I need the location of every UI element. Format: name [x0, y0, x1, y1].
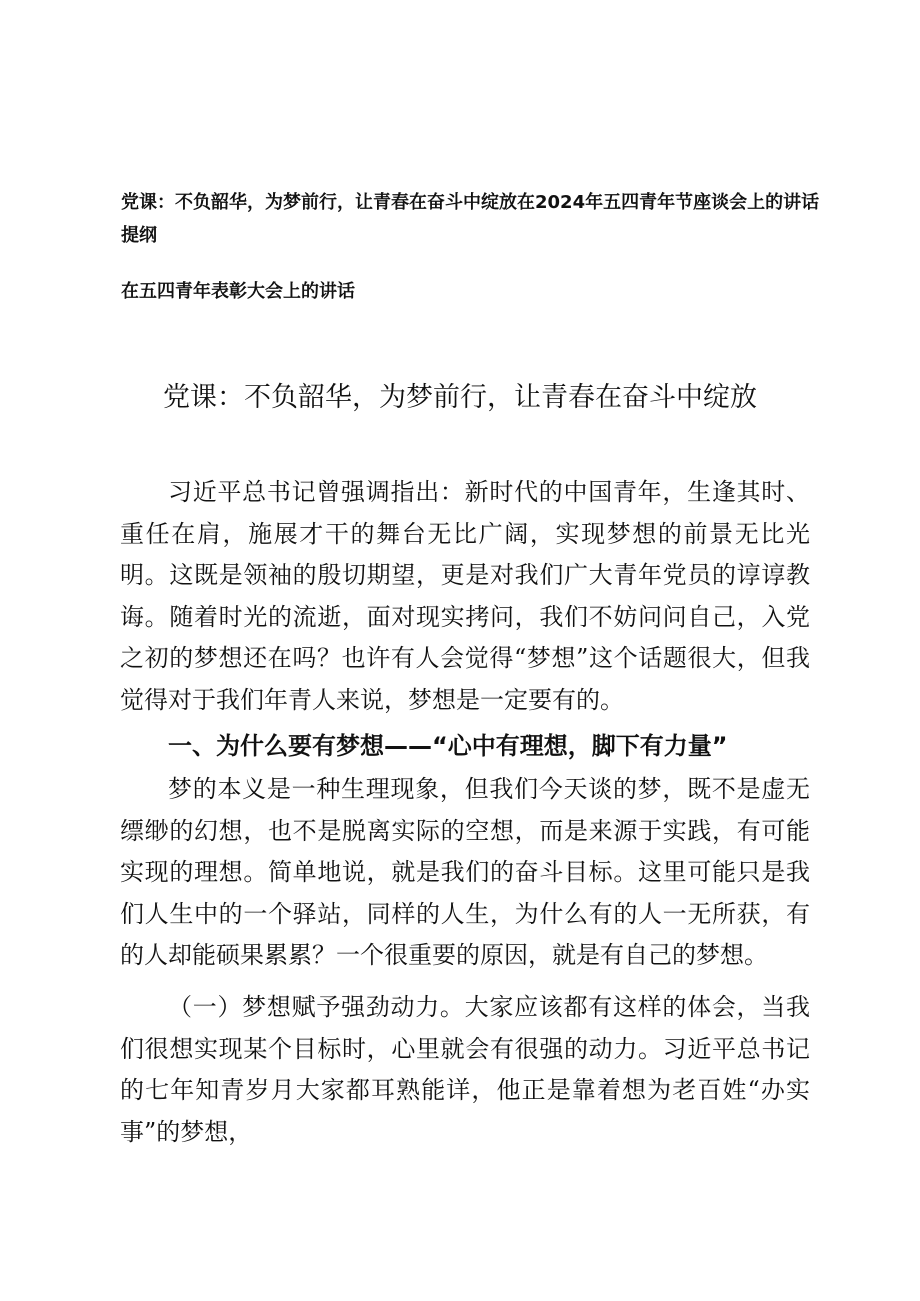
article-title: 党课：不负韶华，为梦前行，让青春在奋斗中绽放 [163, 382, 757, 413]
paragraph-intro: 习近平总书记曾强调指出：新时代的中国青年，生逢其时、重任在肩，施展才干的舞台无比广阔，实现梦想的前景无比光明。这既是领袖的殷切期望，更是对我们广大青年党员的谆谆教诲。随着时光的流逝，面对现实拷问，我们不妨问问自己，入党之初的梦想还在吗？也许有人会觉得“梦想”这个话题很大，但我觉得对于我们年青人来说，梦想是一定要有的。 [120, 478, 810, 714]
toc-subtitle: 在五四青年表彰大会上的讲话 [121, 281, 355, 302]
toc-title: 党课：不负韶华，为梦前行，让青春在奋斗中绽放在2024年五四青年节座谈会上的讲话提纲 [121, 192, 820, 246]
paragraph-dream-meaning: 梦的本义是一种生理现象，但我们今天谈的梦，既不是虚无缥缈的幻想，也不是脱离实际的空想，而是来源于实践，有可能实现的理想。简单地说，就是我们的奋斗目标。这里可能只是我们人生中的一个驿站，同样的人生，为什么有的人一无所获，有的人却能硕果累累？一个很重要的原因，就是有自己的梦想。 [120, 775, 810, 969]
section-heading-1: 一、为什么要有梦想——“心中有理想，脚下有力量” [168, 732, 728, 760]
paragraph-dream-motivation: （一）梦想赋予强劲动力。大家应该都有这样的体会，当我们很想实现某个目标时，心里就会有很强的动力。习近平总书记的七年知青岁月大家都耳熟能详，他正是靠着想为老百姓“办实事”的梦想， [120, 993, 810, 1146]
